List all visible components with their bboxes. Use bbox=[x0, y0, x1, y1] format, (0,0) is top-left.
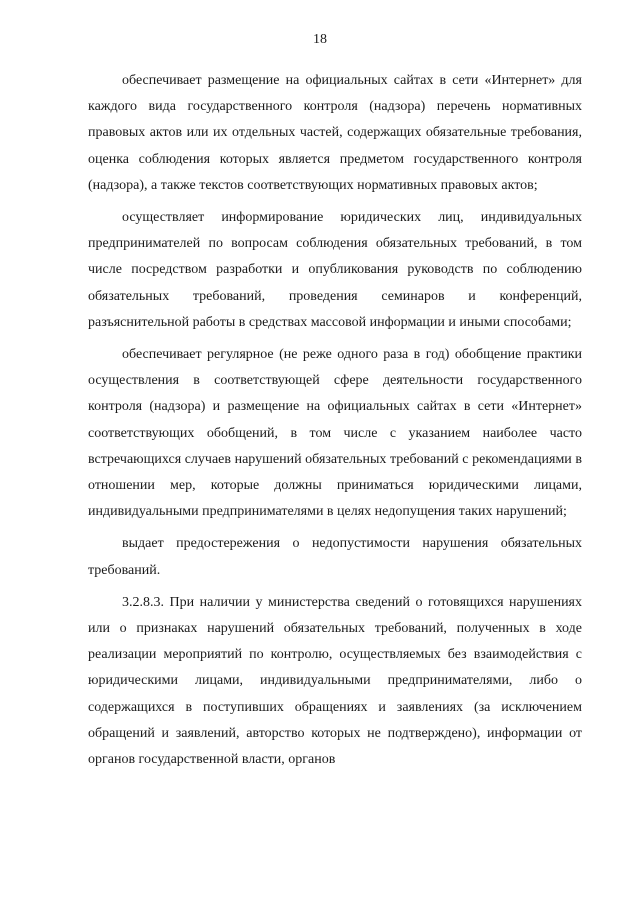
paragraph-practice-generalization: обеспечивает регулярное (не реже одного раза в год) обобщение практики осуществления в соответствующей сфере деятельности государственного контроля (надзора) и размещение на официальных сайтах в сети «Интернет» соответствующих обобщений, в том числе с указанием наиболее часто встречающихся случаев нарушений обязательных требований с рекомендациями в отношении мер, которые должны приниматься юридическими лицами, индивидуальными предпринимателями в целях недопущения таких нарушений; bbox=[88, 347, 582, 520]
page-number: 18 bbox=[313, 32, 327, 47]
document-body bbox=[88, 68, 582, 773]
paragraph-warnings: выдает предостережения о недопустимости нарушения обязательных требований. bbox=[88, 536, 582, 578]
paragraph-3-2-8-3: 3.2.8.3. При наличии у министерства сведений о готовящихся нарушениях или о признаках нарушений обязательных требований, полученных в ходе реализации мероприятий по контролю, осуществляемых без взаимодействия с юридическими лицами, индивидуальными предпринимателями, либо о содержащихся в поступивших обращениях и заявлениях (за исключением обращений и заявлений, авторство которых не подтверждено), информации от органов государственной власти, органов bbox=[88, 594, 582, 768]
paragraph-informing-entities: осуществляет информирование юридических лиц, индивидуальных предпринимателей по вопросам соблюдения обязательных требований, в том числе посредством разработки и опубликования руководств по соблюдению обязательных требований, проведения семинаров и конференций, разъяснительной работы в средствах массовой информации и иными способами; bbox=[88, 210, 582, 330]
paragraph-publication-of-acts: обеспечивает размещение на официальных сайтах в сети «Интернет» для каждого вида государственного контроля (надзора) перечень нормативных правовых актов или их отдельных частей, содержащих обязательные требования, оценка соблюдения которых является предметом государственного контроля (надзора), а также текстов соответствующих нормативных правовых актов; bbox=[88, 73, 582, 193]
